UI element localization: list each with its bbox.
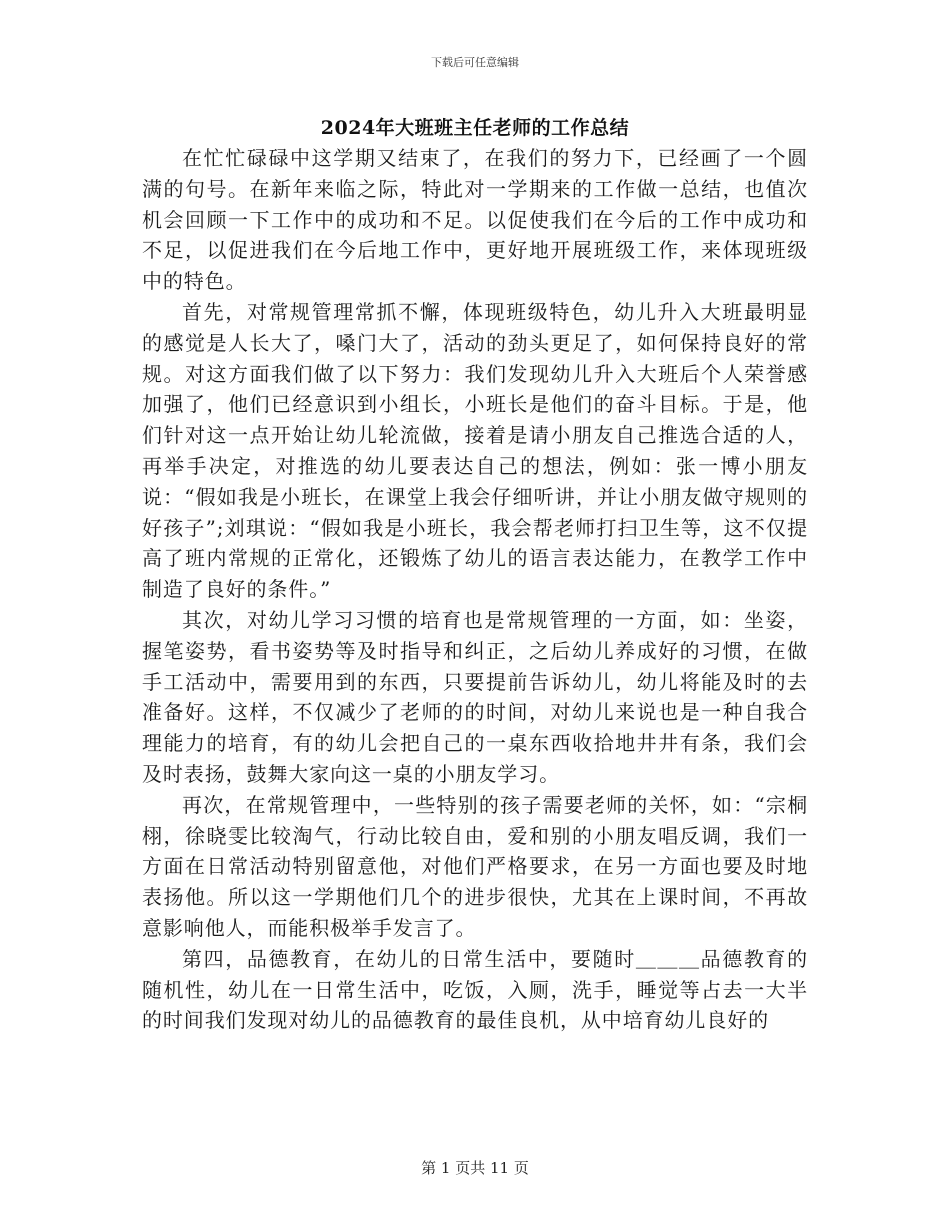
- paragraph: 其次，对幼儿学习习惯的培育也是常规管理的一方面，如：坐姿，握笔姿势，看书姿势等及时指导和纠正，之后幼儿养成好的习惯，在做手工活动中，需要用到的东西，只要提前告诉幼儿，幼儿将能及时的去准备好。这样，不仅减少了老师的的时间，对幼儿来说也是一种自我合理能力的培育，有的幼儿会把自己的一桌东西收拾地井井有条，我们会及时表扬，鼓舞大家向这一桌的小朋友学习。: [142, 607, 808, 786]
- paragraph: 再次，在常规管理中，一些特别的孩子需要老师的关怀，如：“宗桐栩，徐晓雯比较淘气，行动比较自由，爱和别的小朋友唱反调，我们一方面在日常活动特别留意他，对他们严格要求，在另一方面也要及时地表扬他。所以这一学期他们几个的进步很快，尤其在上课时间，不再故意影响他人，而能积极举手发言了。: [142, 792, 808, 940]
- document-body: [142, 143, 808, 1036]
- paragraph: 第四，品德教育，在幼儿的日常生活中，要随时＿＿＿品德教育的随机性，幼儿在一日常生活中，吃饭，入厕，洗手，睡觉等占去一大半的时间我们发现对幼儿的品德教育的最佳良机，从中培育幼儿良好的: [142, 946, 808, 1033]
- page-number: 第 1 页共 11 页: [421, 1159, 529, 1177]
- paragraph: 首先，对常规管理常抓不懈，体现班级特色，幼儿升入大班最明显的感觉是人长大了，嗓门大了，活动的劲头更足了，如何保持良好的常规。对这方面我们做了以下努力：我们发现幼儿升入大班后个人荣誉感加强了，他们已经意识到小组长，小班长是他们的奋斗目标。于是，他们针对这一点开始让幼儿轮流做，接着是请小朋友自己推选合适的人，再举手决定，对推选的幼儿要表达自己的想法，例如：张一博小朋友说：“假如我是小班长，在课堂上我会仔细听讲，并让小朋友做守规则的好孩子”;刘琪说：“假如我是小班长，我会帮老师打扫卫生等，这不仅提高了班内常规的正常化，还锻炼了幼儿的语言表达能力，在教学工作中制造了良好的条件。”: [142, 299, 808, 602]
- header-note: 下载后可任意编辑: [431, 56, 519, 69]
- document-title: 2024年大班班主任老师的工作总结: [320, 117, 630, 139]
- paragraph: 在忙忙碌碌中这学期又结束了，在我们的努力下，已经画了一个圆满的句号。在新年来临之际，特此对一学期来的工作做一总结，也值次机会回顾一下工作中的成功和不足。以促使我们在今后的工作中成功和不足，以促进我们在今后地工作中，更好地开展班级工作，来体现班级中的特色。: [142, 146, 808, 294]
